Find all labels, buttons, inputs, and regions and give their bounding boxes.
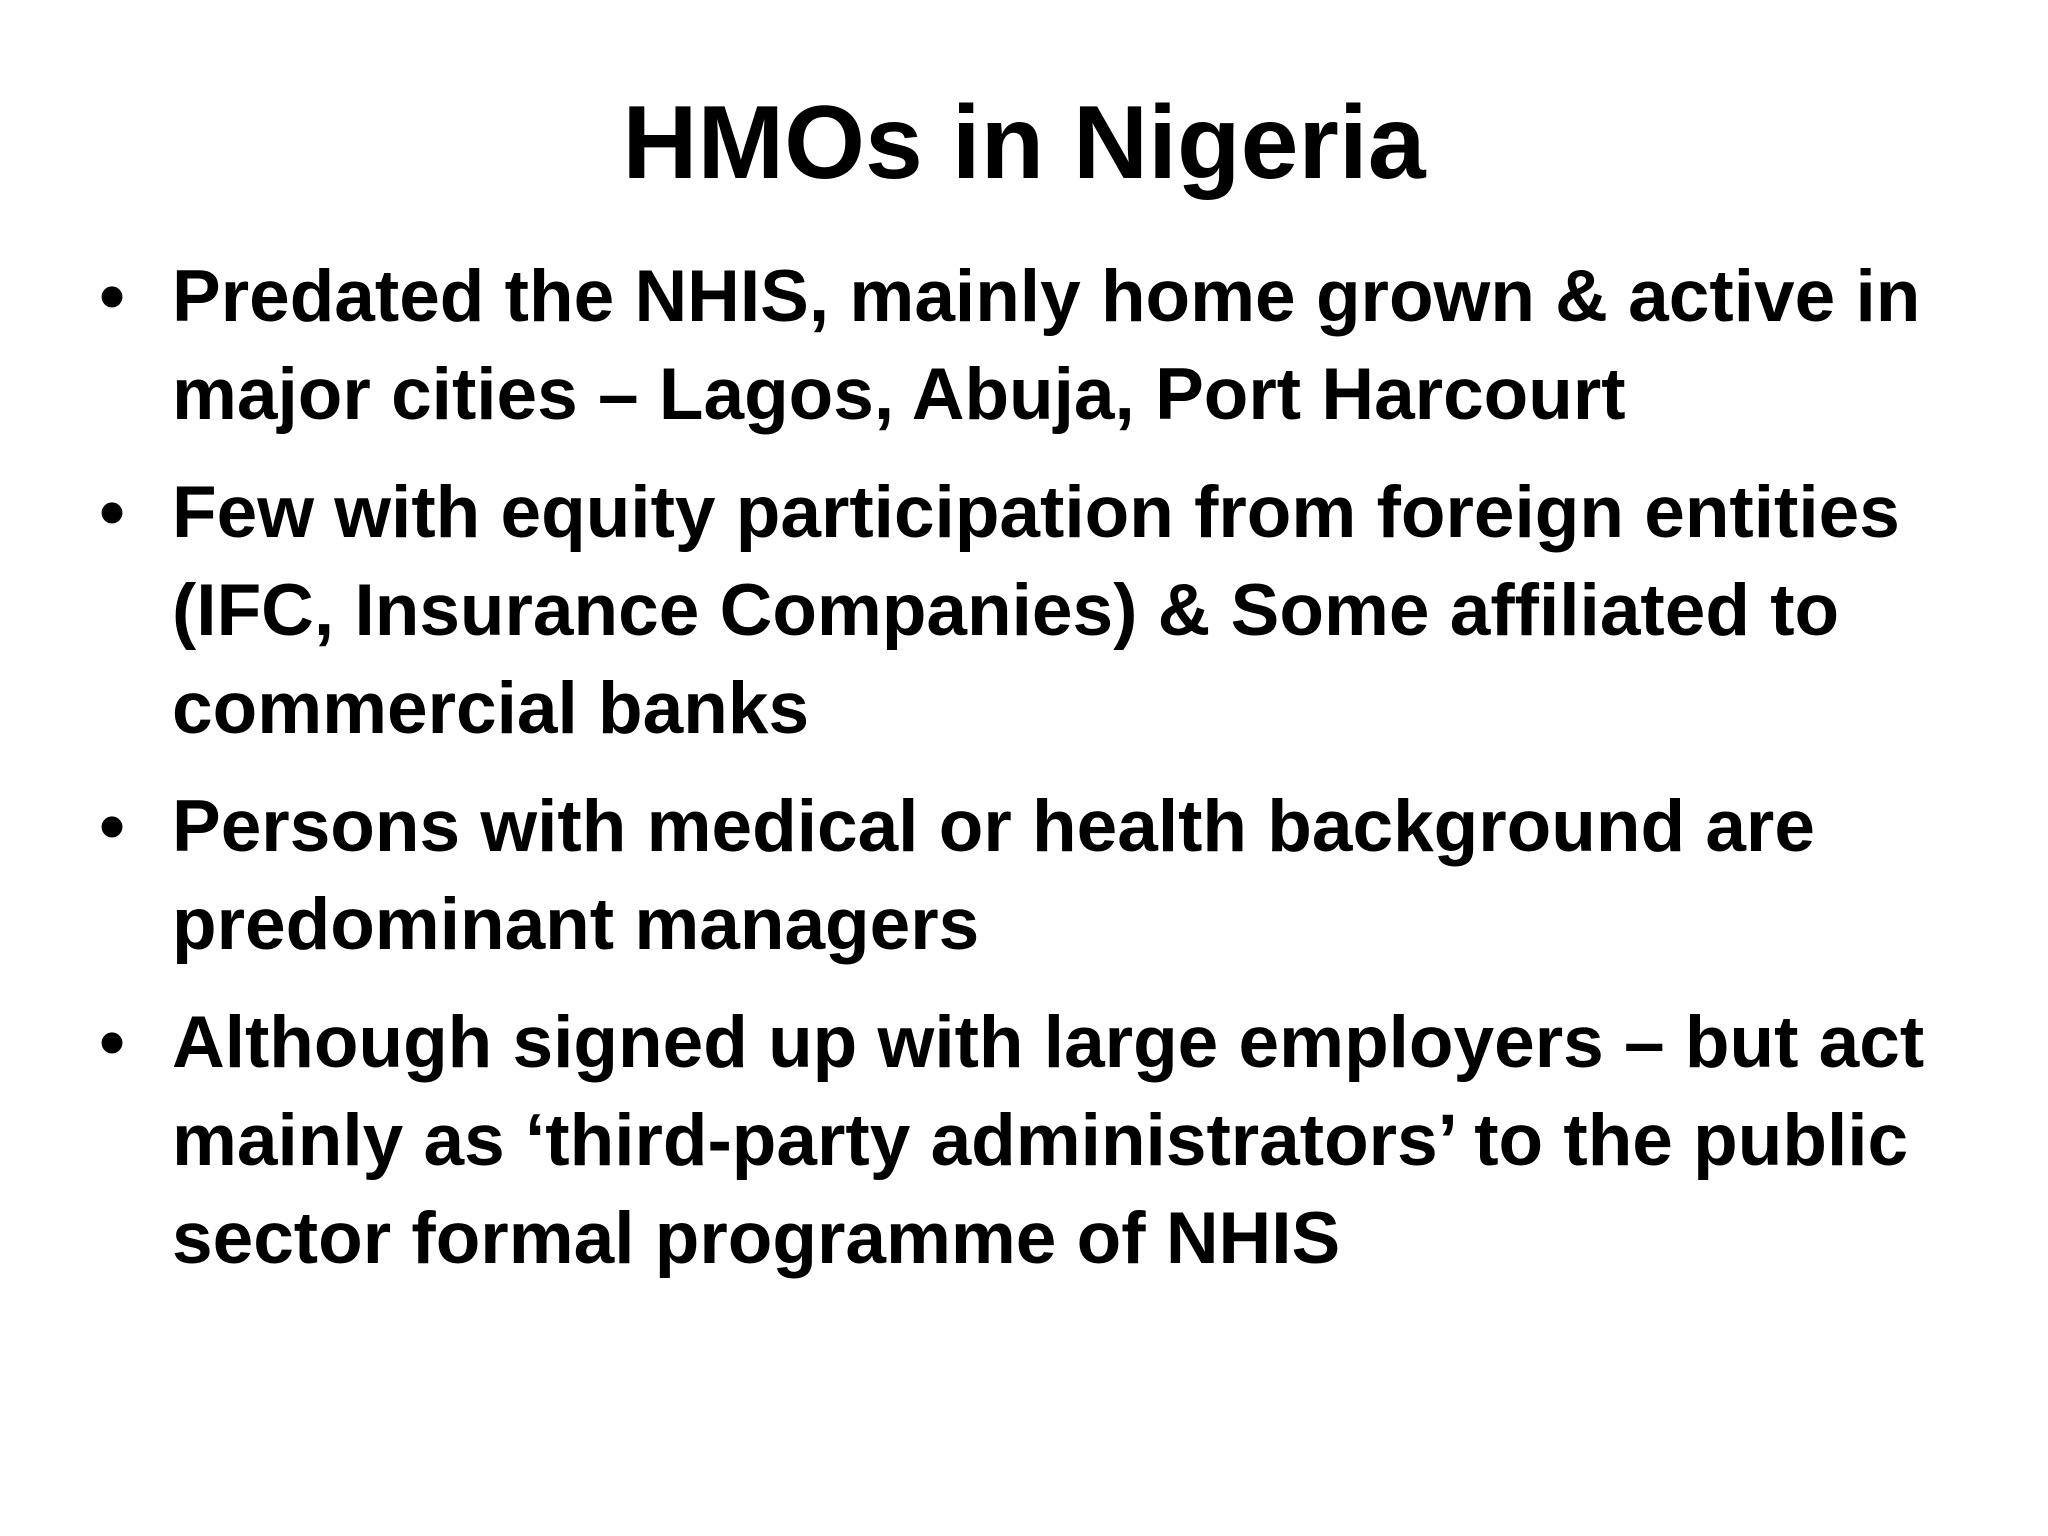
bullet-icon: • [99,472,125,553]
bullet-text: Although signed up with large employers – but act mainly as ‘third-party administrators’ to the public sector formal programme of NHIS [172,1002,1925,1279]
bullet-item [92,248,1992,444]
bullet-icon: • [99,1002,125,1083]
bullet-item [92,464,1992,758]
bullet-icon: • [99,256,125,337]
bullet-text: Predated the NHIS, mainly home grown & active in major cities – Lagos, Abuja, Port Harcourt [172,256,1921,435]
bullet-icon: • [99,786,125,867]
bullet-list [92,248,1992,1308]
bullet-text: Persons with medical or health background are predominant managers [172,786,1815,965]
bullet-item [92,994,1992,1288]
slide-title: HMOs in Nigeria [622,85,1426,201]
bullet-text: Few with equity participation from foreign entities (IFC, Insurance Companies) & Some affiliated to commercial banks [172,472,1900,749]
bullet-item [92,778,1992,974]
